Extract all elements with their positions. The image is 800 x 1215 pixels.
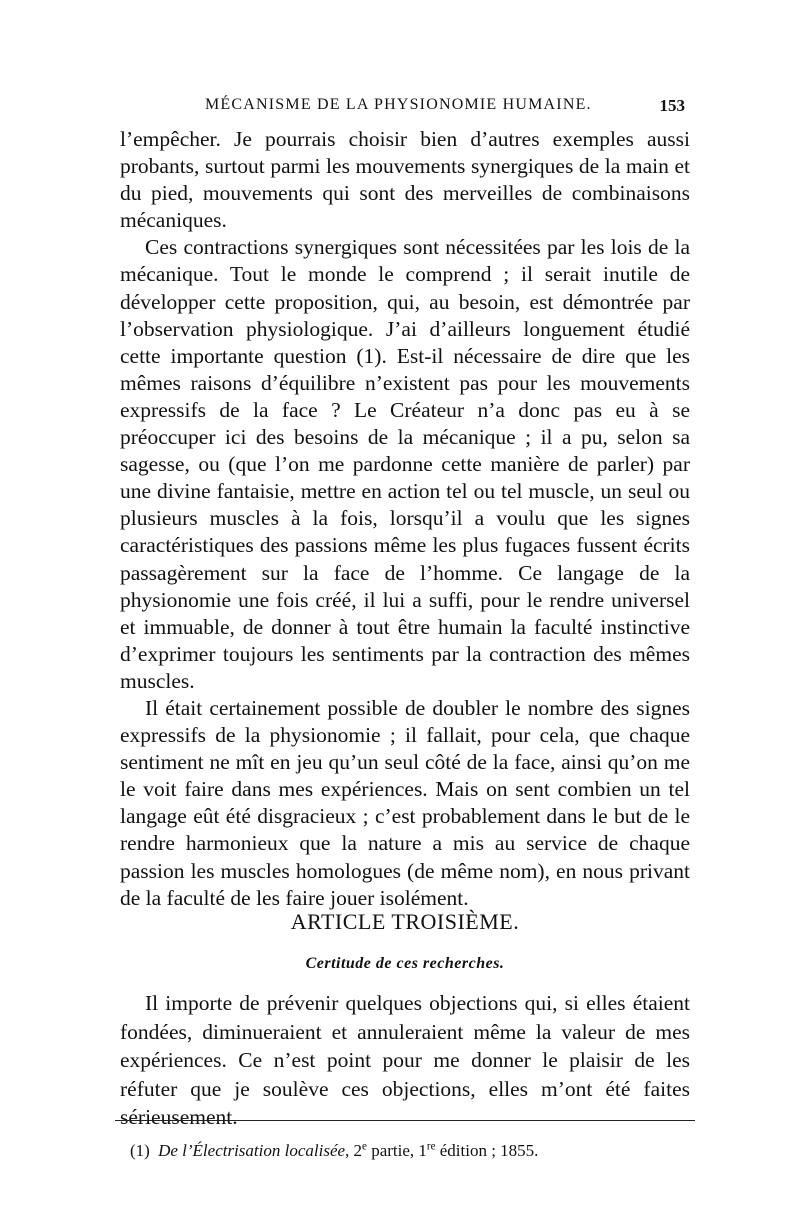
section-body-text xyxy=(120,989,690,1132)
footnote-edition-number: 1 xyxy=(418,1141,427,1160)
footnote-part-ordinal: e xyxy=(362,1140,367,1153)
footnote xyxy=(130,1141,690,1161)
footnote-part-number: 2 xyxy=(353,1141,363,1160)
section-heading: ARTICLE TROISIÈME. xyxy=(290,909,520,934)
footnote-mark: (1) xyxy=(130,1141,150,1160)
paragraph-synergic-contractions: Ces contractions synergiques sont nécessitées par les lois de la mécanique. Tout le monde le comprend ; il serait inutile de développer cette proposition, qui, au besoin, est démontrée par l’observation physiologique. J’ai d’ailleurs longuement étudié cette importante question (1). Est-il nécessaire de dire que les mêmes raisons d’équilibre n’existent pas pour les mouvements expressifs de la face ? Le Créateur n’a donc pas eu à se préoccuper ici des besoins de la mécanique ; il a pu, selon sa sagesse, ou (que l’on me pardonne cette manière de parler) par une divine fantaisie, mettre en action tel ou tel muscle, un seul ou plusieurs muscles à la fois, lorsqu’il a voulu que les signes caractéristiques des passions même les plus fugaces fussent écrits passagèrement sur la face de l’homme. Ce langage de la physionomie une fois créé, il lui a suffi, pour le rendre universel et immuable, de donner à tout être humain la faculté instinctive d’exprimer toujours les sentiments par la contraction des mêmes muscles. xyxy=(120,235,690,693)
footnote-part-word: partie, xyxy=(371,1141,415,1160)
running-head xyxy=(115,96,685,120)
footnote-divider xyxy=(115,1120,695,1121)
body-text xyxy=(120,126,690,912)
footnote-book-title: De l’Électrisation localisée, xyxy=(158,1141,350,1160)
footnote-edition-ordinal: re xyxy=(426,1140,436,1153)
section-subheading: Certitude de ces recherches. xyxy=(305,955,505,972)
paragraph-doubling-signs: Il était certainement possible de doubler le nombre des signes expressifs de la physionomie ; il fallait, pour cela, que chaque sentiment ne mît en jeu qu’un seul côté de la face, ainsi qu’on me le voit faire dans mes expériences. Mais on sent combien un tel langage eût été disgracieux ; c’est probablement dans le but de le rendre harmonieux que la nature a mis au service de chaque passion les muscles homologues (de même nom), en nous privant de la faculté de les faire jouer isolément. xyxy=(120,695,690,910)
running-title: MÉCANISME DE LA PHYSIONOMIE HUMAINE. xyxy=(205,96,592,113)
page-number: 153 xyxy=(659,96,685,115)
paragraph-objections: Il importe de prévenir quelques objections qui, si elles étaient fondées, diminueraient et annuleraient même la valeur de mes expériences. Ce n’est point pour me donner le plaisir de les réfuter que je soulève ces objections, elles m’ont été faites sérieusement. xyxy=(120,991,690,1129)
footnote-edition-rest: édition ; 1855. xyxy=(439,1141,539,1160)
paragraph-continuation: l’empêcher. Je pourrais choisir bien d’autres exemples aussi probants, surtout parmi les mouvements synergiques de la main et du pied, mouvements qui sont des merveilles de combinaisons mécaniques. xyxy=(120,127,690,233)
